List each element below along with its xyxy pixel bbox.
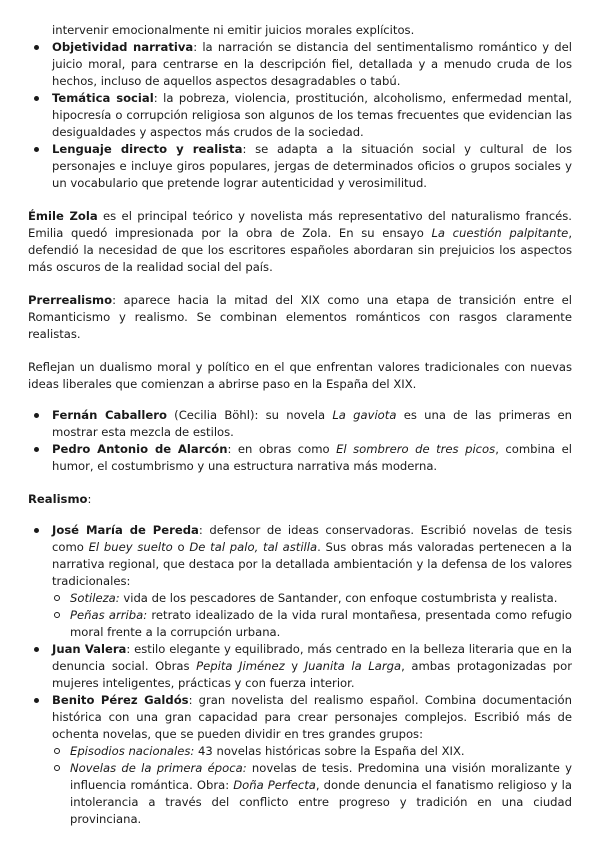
work-title: Doña Perfecta: [233, 778, 316, 792]
work-title: El sombrero de tres picos: [336, 442, 496, 456]
heading-colon: :: [87, 492, 92, 506]
list-item: [28, 692, 572, 828]
bullet-icon: [34, 698, 39, 703]
bullet-icon: [34, 147, 39, 152]
bullet-icon: [34, 528, 39, 533]
feature-term: Lenguaje directo y realista: [52, 142, 243, 156]
author-text: (Cecilia Böhl): su novela: [166, 408, 333, 422]
author-name: Juan Valera: [52, 642, 127, 656]
list-item: [28, 641, 572, 692]
top-fragment: intervenir emocionalmente ni emitir juicios morales explícitos.: [52, 23, 415, 37]
work-title: Pepita Jiménez: [196, 659, 285, 673]
circle-bullet-icon: [54, 748, 60, 754]
spacer: [28, 508, 572, 522]
work-description: retrato idealizado de la vida rural montañesa, presentada como refugio moral frente a la corrupción urbana.: [70, 608, 572, 639]
dualismo-paragraph: Reflejan un dualismo moral y político en el que enfrentan valores tradicionales con nuevas ideas liberales que comienzan a abrirse paso en la España del XIX.: [28, 360, 572, 391]
work-title: De tal palo, tal astilla: [189, 540, 318, 554]
list-item: [28, 441, 572, 475]
author-name: Fernán Caballero: [52, 408, 167, 422]
work-title: Sotileza:: [70, 591, 120, 605]
feature-text: : se adapta a la situación social y cultural de los personajes e incluye giros populares, jergas de determinados oficios o grupos sociales y un vocabulario que pretende lograr autenticidad y verosimilitud.: [52, 142, 572, 190]
author-text: : gran novelista del realismo español. Combina documentación histórica con una gran capacidad para crear personajes complejos. Escribió más de ochenta novelas, que se pueden dividir en tres grandes grupos:: [52, 693, 572, 741]
galdos-groups-list: [52, 743, 572, 828]
list-item: [28, 407, 572, 441]
feature-term: Temática social: [52, 91, 154, 105]
spacer: [28, 192, 572, 208]
work-title: La gaviota: [332, 408, 397, 422]
realismo-authors-list: [28, 522, 572, 828]
zola-paragraph: [28, 208, 572, 276]
work-title: Peñas arriba:: [70, 608, 148, 622]
list-item: [28, 522, 572, 641]
author-text: : estilo elegante y equilibrado, más centrado en la belleza literaria que en la denuncia social. Obras: [52, 642, 572, 673]
sub-list-item: [52, 590, 572, 607]
author-text: , combina el humor, el costumbrismo y una estructura narrativa más moderna.: [52, 442, 572, 473]
list-item: [28, 90, 572, 141]
author-name: Pedro Antonio de Alarcón: [52, 442, 228, 456]
realismo-heading: [28, 491, 572, 508]
zola-text-end: , defendió la necesidad de que los escritores españoles abordaran sin prejuicios los aspectos más oscuros de la realidad social del país.: [28, 226, 572, 274]
author-text: y: [284, 659, 305, 673]
work-title: El buey suelto: [88, 540, 173, 554]
work-title: Novelas de la primera época:: [70, 761, 247, 775]
author-text: : en obras como: [227, 442, 337, 456]
feature-text: : la pobreza, violencia, prostitución, alcoholismo, enfermedad mental, hipocresía o corrupción religiosa son algunos de los temas frecuentes que evidencian las desigualdades y aspectos más crudos de la sociedad.: [52, 91, 572, 139]
prerrealismo-term: Prerrealismo: [28, 293, 113, 307]
prerrealismo-paragraph: [28, 292, 572, 343]
work-description: , donde denuncia el fanatismo religioso y la intolerancia a través del conflicto entre progreso y tradición en una ciudad provinciana.: [70, 778, 572, 826]
work-description: vida de los pescadores de Santander, con enfoque costumbrista y realista.: [119, 591, 558, 605]
bullet-icon: [34, 45, 39, 50]
essay-title: La cuestión palpitante: [431, 226, 569, 240]
author-name: Benito Pérez Galdós: [52, 693, 189, 707]
circle-bullet-icon: [54, 595, 60, 601]
work-title: Episodios nacionales:: [70, 744, 195, 758]
sub-list-item: [52, 607, 572, 641]
pereda-works-list: [52, 590, 572, 641]
circle-bullet-icon: [54, 765, 60, 771]
spacer: [28, 276, 572, 292]
work-title: Juanita la Larga: [304, 659, 402, 673]
sub-list-item: [52, 743, 572, 760]
work-description: 43 novelas históricas sobre la España del XIX.: [194, 744, 465, 758]
author-text: : defensor de ideas conservadoras. Escribió novelas de tesis como: [52, 523, 572, 554]
sub-list-item: [52, 760, 572, 828]
zola-text: es el principal teórico y novelista más representativo del naturalismo francés. Emilia quedó impresionada por la obra de Zola. En su ensayo: [28, 209, 572, 240]
bullet-icon: [34, 96, 39, 101]
work-description: novelas de tesis. Predomina una visión moralizante y influencia romántica. Obra:: [70, 761, 572, 792]
bullet-icon: [34, 413, 39, 418]
author-text: , ambas protagonizadas por mujeres inteligentes, prácticas y con fuerza interior.: [52, 659, 572, 690]
list-item: [28, 39, 572, 90]
author-text: es una de las primeras en mostrar esta mezcla de estilos.: [52, 408, 572, 439]
bullet-icon: [34, 447, 39, 452]
pre-authors-list: [28, 407, 572, 475]
bullet-icon: [34, 647, 39, 652]
feature-term: Objetividad narrativa: [52, 40, 194, 54]
author-text: o: [172, 540, 190, 554]
feature-text: : la narración se distancia del sentimentalismo romántico y del juicio moral, para centrarse en la descripción fiel, detallada y a menudo cruda de los hechos, incluso de aquellos aspectos desagradables o tabú.: [52, 40, 572, 88]
spacer: [28, 475, 572, 491]
section-heading: Realismo: [28, 492, 88, 506]
spacer: [28, 393, 572, 407]
features-list: [28, 39, 572, 192]
prerrealismo-text: : aparece hacia la mitad del XIX como una etapa de transición entre el Romanticismo y realismo. Se combinan elementos románticos con rasgos claramente realistas.: [28, 293, 572, 341]
zola-name: Émile Zola: [28, 209, 98, 223]
list-item: [28, 141, 572, 192]
author-text: . Sus obras más valoradas pertenecen a la narrativa regional, que destaca por la detallada ambientación y la defensa de los valores tradicionales:: [52, 540, 572, 588]
circle-bullet-icon: [54, 612, 60, 618]
author-name: José María de Pereda: [52, 523, 199, 537]
spacer: [28, 343, 572, 359]
